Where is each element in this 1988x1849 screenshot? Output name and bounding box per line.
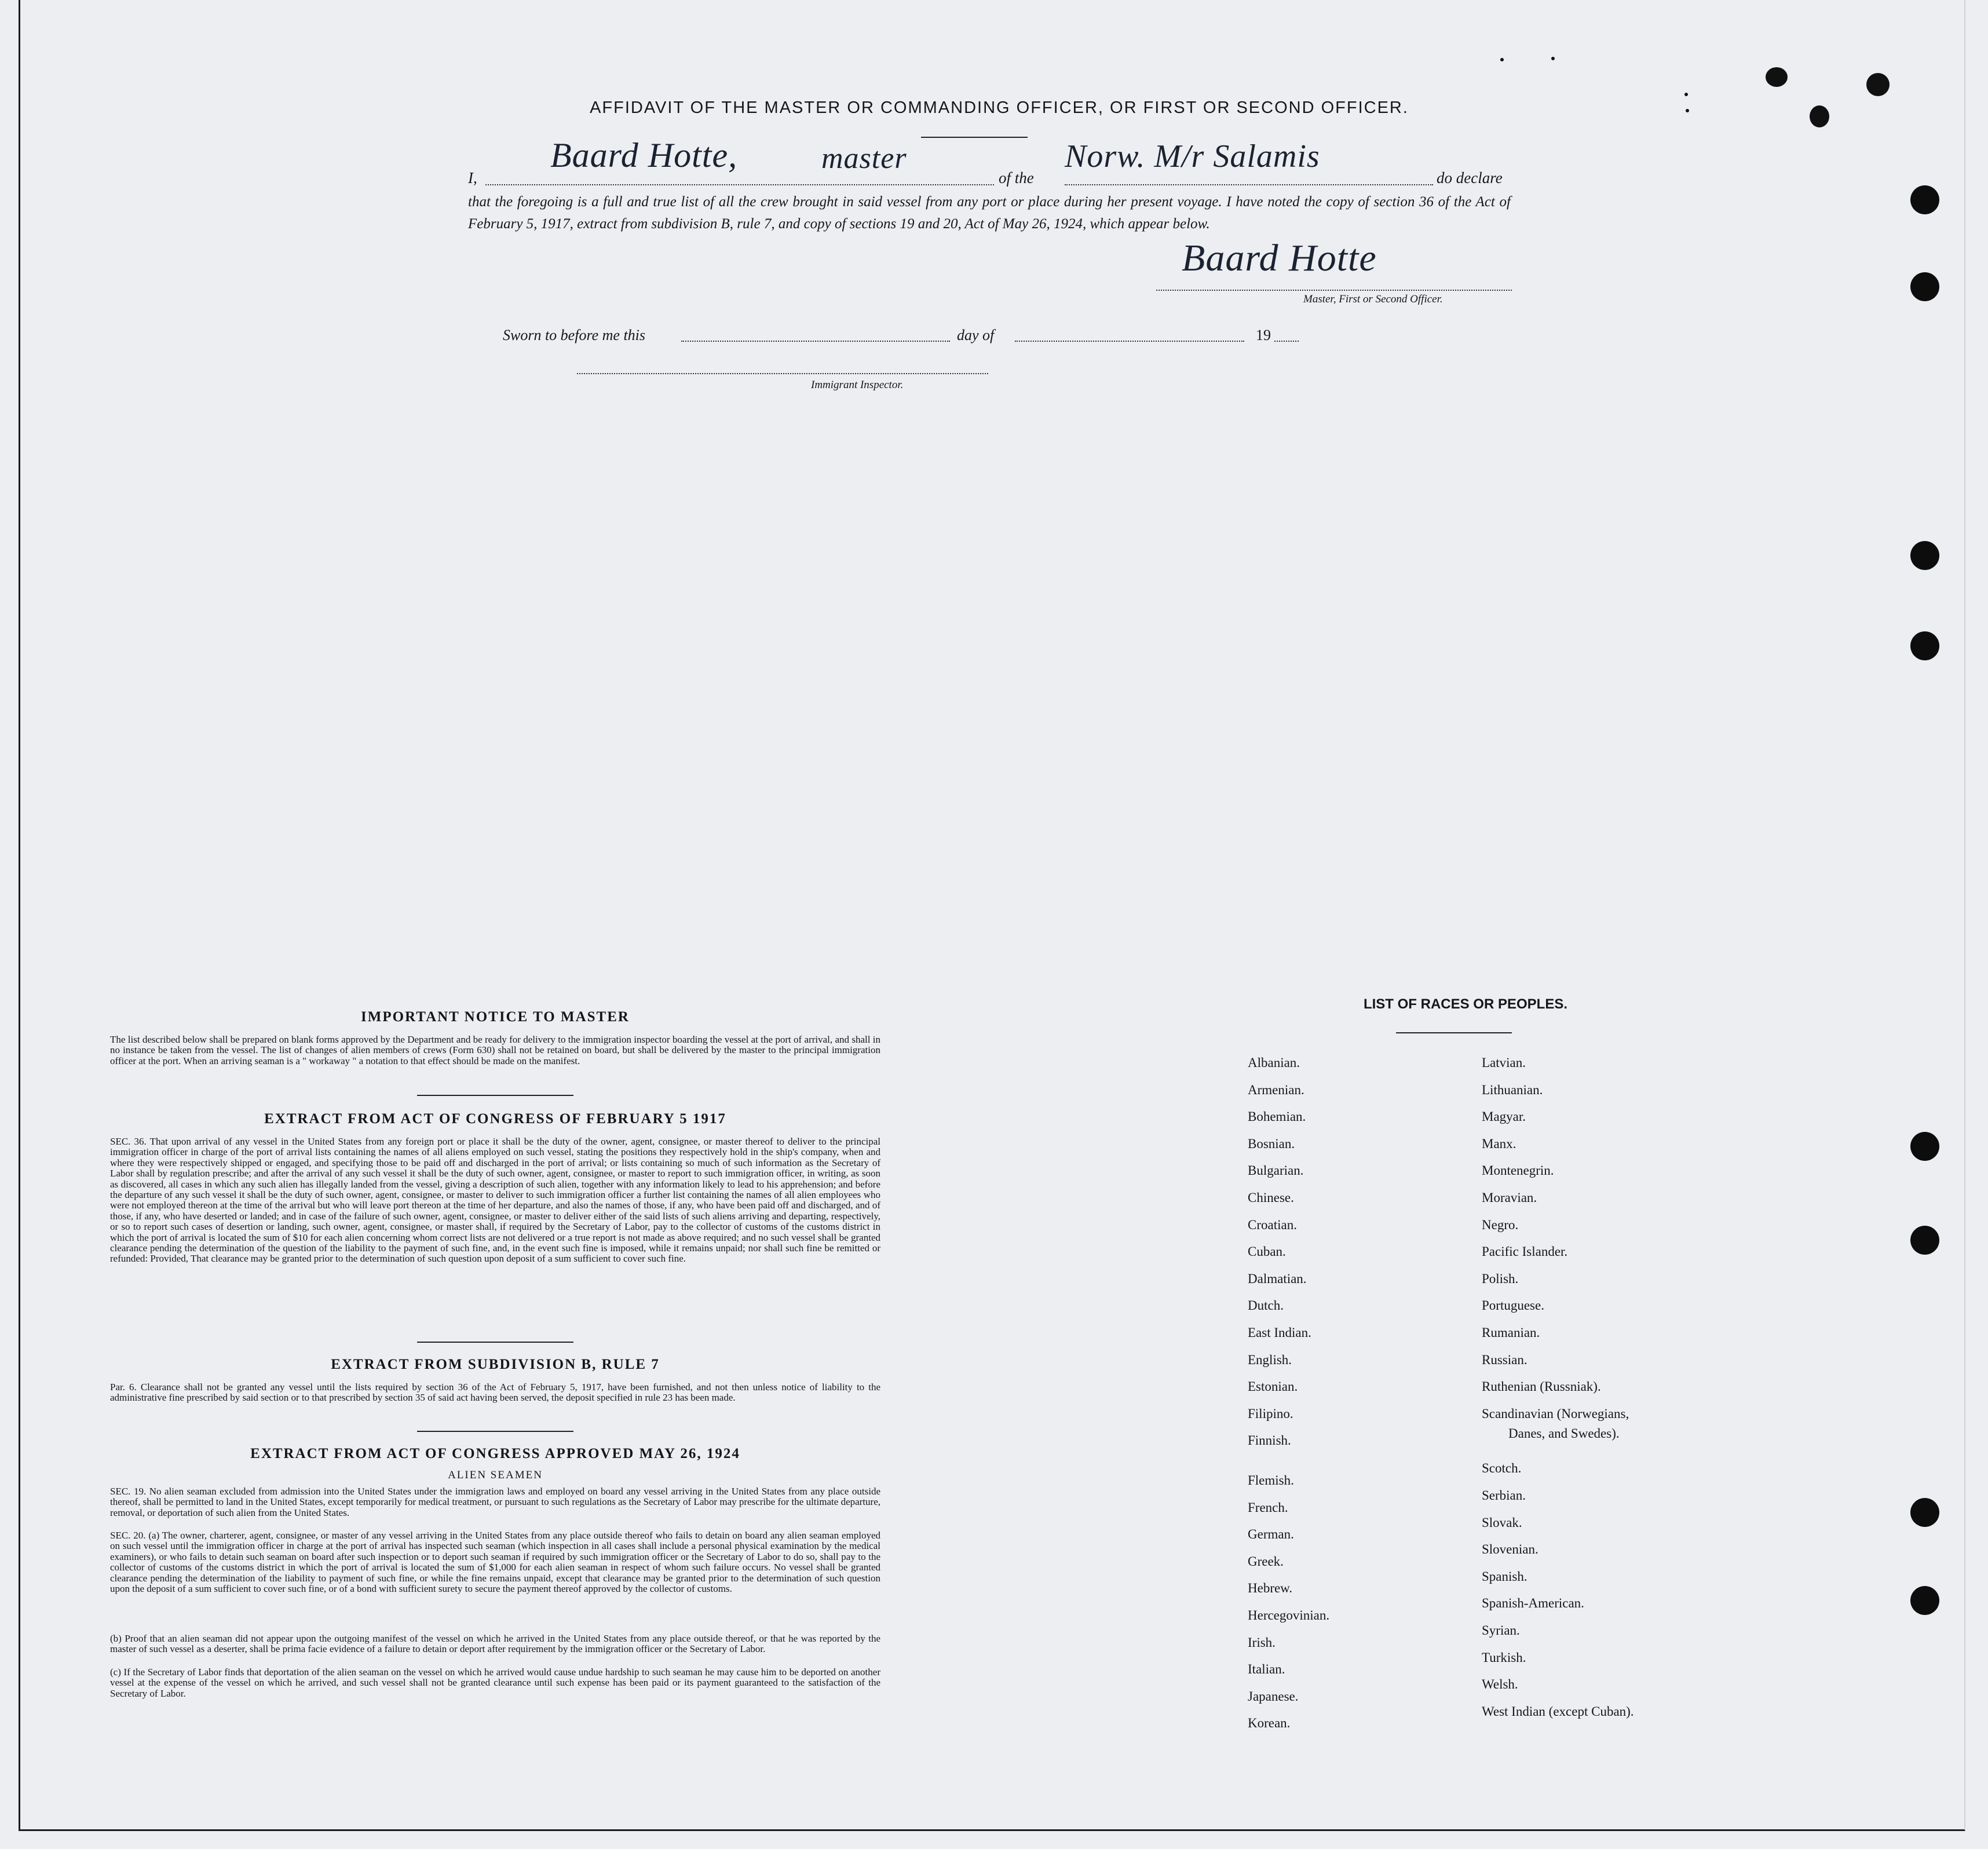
race-item: Albanian. (1248, 1055, 1300, 1070)
race-item: Scotch. (1482, 1461, 1522, 1476)
race-item: Hebrew. (1248, 1581, 1293, 1596)
binder-hole (1910, 541, 1939, 570)
extract1-divider (417, 1342, 573, 1343)
race-item: Croatian. (1248, 1217, 1297, 1232)
binder-hole (1910, 1132, 1939, 1161)
binder-hole (1910, 272, 1939, 301)
scan-speck (1500, 58, 1504, 61)
sec20c-text: (c) If the Secretary of Labor finds that deportation of the alien seaman on the vessel on which he arrived would cause undue hardship to such seaman he may cause him to be deported on another vessel at the expense of the vessel on which he arrived, and such vessel shall not be granted clearance until such expense has been paid or its payment guaranteed to the satisfaction of the Secretary of Labor. (110, 1667, 880, 1699)
year-prefix: 19 (1256, 327, 1271, 344)
races-title: LIST OF RACES OR PEOPLES. (1363, 996, 1568, 1012)
extract3-subtitle: ALIEN SEAMEN (448, 1469, 543, 1481)
race-item: Slovenian. (1482, 1542, 1538, 1557)
race-item: Danes, and Swedes). (1508, 1426, 1620, 1441)
race-item: Moravian. (1482, 1190, 1537, 1205)
sworn-day-dotted-line (681, 341, 950, 342)
extract3-title: EXTRACT FROM ACT OF CONGRESS APPROVED MAY 26, 1924 (250, 1446, 740, 1461)
sec19-text: SEC. 19. No alien seaman excluded from admission into the United States under the immigration laws and employed on board any vessel arriving in the United States from any place outside thereof, shall be permitted to land in the United States, except temporarily for medical treatment, or pursuant to such regulations as the Secretary of Labor may prescribe for the ultimate departure, removal, or deportation of such alien from the United States. (110, 1486, 880, 1518)
scan-speck (1551, 57, 1555, 60)
signature-caption: Master, First or Second Officer. (1303, 293, 1443, 305)
inspector-caption: Immigrant Inspector. (811, 379, 904, 391)
race-item: Rumanian. (1482, 1325, 1540, 1340)
race-item: Dutch. (1248, 1298, 1284, 1313)
race-item: Welsh. (1482, 1677, 1518, 1692)
sec20b-text: (b) Proof that an alien seaman did not appear upon the outgoing manifest of the vessel on which he arrived in the United States from any place outside thereof, or that he was reported by the master of such vessel as a deserter, shall be prima facie evidence of a failure to detain or deport after requirement by the immigration officer or the Secretary of Labor. (110, 1633, 880, 1655)
scan-speck (1766, 67, 1788, 87)
race-item: Irish. (1248, 1635, 1276, 1650)
sworn-month-dotted-line (1015, 341, 1244, 342)
sec20a-text: SEC. 20. (a) The owner, charterer, agent, consignee, or master of any vessel arriving in the United States from any place outside thereof who fails to detain on board any alien seaman employed on such vessel until the immigration officer in charge at the port of arrival has inspected such seaman (which inspection in all cases shall include a personal physical examination by the medical examiners), or who fails to detain such seaman on board after such inspection or to deport such seaman if required by such immigration officer or the Secretary of Labor to do so, shall pay to the collector of customs of the customs district in which the port of arrival is located the sum of $1,000 for each alien seaman in respect of whom such failure occurs. No vessel shall be granted clearance pending the determination of the liability to payment of such fine, or while the fine remains unpaid, except that clearance may be granted prior to the determination of such question upon the deposit of a sum sufficient to cover such fine, or of a bond with sufficient surety to secure the payment thereof approved by the collector of customs. (110, 1530, 880, 1595)
race-item: Scandinavian (Norwegians, (1482, 1406, 1629, 1421)
race-item: Spanish-American. (1482, 1596, 1584, 1611)
race-item: German. (1248, 1527, 1294, 1542)
scan-speck (1686, 109, 1689, 112)
race-item: Dalmatian. (1248, 1271, 1307, 1286)
binder-hole (1910, 1226, 1939, 1255)
race-item: Bohemian. (1248, 1109, 1306, 1124)
race-item: Lithuanian. (1482, 1082, 1543, 1097)
day-of-label: day of (957, 327, 995, 344)
race-item: Estonian. (1248, 1379, 1298, 1394)
race-item: Portuguese. (1482, 1298, 1544, 1313)
extract2-title: EXTRACT FROM SUBDIVISION B, RULE 7 (331, 1357, 660, 1372)
extract1-title: EXTRACT FROM ACT OF CONGRESS OF FEBRUARY 5 1917 (264, 1111, 726, 1127)
race-item: Turkish. (1482, 1650, 1526, 1665)
extract1-body: SEC. 36. That upon arrival of any vessel in the United States from any foreign port or place it shall be the duty of the owner, agent, consignee, or master thereof to deliver to the principal immigration officer in charge of the port of arrival lists containing the names of all aliens employed on such vessel, stating the positions they respectively hold in the ship's company, when and where they were respectively shipped or engaged, and specifying those to be paid off and discharged in the port of arrival; or lists containing so much of such information as the Secretary of Labor shall by regulation prescribe; and after the arrival of any such vessel it shall be the duty of such owner, agent, consignee, or master to report to such immigration officer, in writing, as soon as discovered, all cases in which any such alien has illegally landed from the vessel, giving a description of such alien, together with any information likely to lead to his apprehension; and before the departure of any such vessel it shall be the duty of such owner, agent, consignee, or master to deliver to such immigration officer a further list containing the names of all alien employees who were not employed thereon at the time of the arrival but who will leave port thereon at the time of her departure, and also the names of those, if any, who have been paid off and discharged, and of those, if any, who have deserted or landed; and in case of the failure of such owner, agent, consignee, or master to deliver either of the said lists of such aliens arriving and departing, respectively, or so to report such cases of desertion or landing, such owner, agent, consignee, or master shall, if required by the Secretary of Labor, pay to the collector of customs of the customs district in which the port of arrival is located the sum of $10 for each alien concerning whom correct lists are not delivered or a true report is not made as above required; and no such vessel shall be granted clearance pending the determination of the question of the liability to the payment of such fine, and, in the event such fine is imposed, while it remains unpaid; nor shall such fine be remitted or refunded: Provided, That clearance may be granted prior to the determination of such question upon deposit of a sum sufficient to cover such fine. (110, 1136, 880, 1265)
race-item: East Indian. (1248, 1325, 1311, 1340)
affidavit-title: AFFIDAVIT OF THE MASTER OR COMMANDING OFFICER, OR FIRST OR SECOND OFFICER. (590, 98, 1409, 117)
race-item: Greek. (1248, 1554, 1284, 1569)
sworn-line (503, 327, 645, 344)
race-item: Ruthenian (Russniak). (1482, 1379, 1601, 1394)
signature-handwritten: Baard Hotte (1182, 237, 1377, 279)
do-declare-label: do declare (1437, 169, 1503, 187)
race-item: English. (1248, 1352, 1292, 1367)
race-item: Latvian. (1482, 1055, 1526, 1070)
race-item: West Indian (except Cuban). (1482, 1704, 1634, 1719)
signature-dotted-line (1156, 290, 1512, 291)
vessel-dotted-line (1065, 184, 1433, 185)
races-divider (1396, 1032, 1512, 1033)
of-the-label: of the (999, 169, 1034, 187)
race-item: Finnish. (1248, 1433, 1291, 1448)
binder-hole (1910, 1498, 1939, 1527)
scan-speck (1684, 93, 1688, 96)
race-item: Serbian. (1482, 1488, 1526, 1503)
race-item: Bosnian. (1248, 1136, 1295, 1151)
race-item: Polish. (1482, 1271, 1519, 1286)
extract2-body: Par. 6. Clearance shall not be granted any vessel until the lists required by section 36 of the Act of February 5, 1917, have been furnished, and not then unless notice of liability to the administrative fine prescribed by said section or to that prescribed by section 35 of said act having been served, the deposit specified in rule 23 has been made. (110, 1382, 880, 1404)
binder-hole (1910, 631, 1939, 660)
race-item: Japanese. (1248, 1689, 1299, 1704)
race-item: Korean. (1248, 1716, 1291, 1731)
race-item: Filipino. (1248, 1406, 1293, 1421)
name-dotted-line (485, 184, 994, 185)
vessel-handwritten: Norw. M/r Salamis (1065, 138, 1320, 174)
race-item: Montenegrin. (1482, 1163, 1554, 1178)
declaration-text: that the foregoing is a full and true list of all the crew brought in said vessel from any port or place during her present voyage. I have noted the copy of section 36 of the Act of February 5, 1917, extract from subdivision B, rule 7, and copy of sections 19 and 20, Act of May 26, 1924, which appear below. (468, 194, 1511, 232)
inspector-dotted-line (577, 373, 988, 374)
race-item: Cuban. (1248, 1244, 1286, 1259)
race-item: Italian. (1248, 1662, 1285, 1677)
race-item: Syrian. (1482, 1623, 1520, 1638)
scan-speck (1810, 105, 1829, 127)
race-item: Negro. (1482, 1217, 1519, 1232)
title-divider (921, 137, 1028, 138)
sworn-prefix: Sworn to before me this (503, 327, 646, 344)
master-name-handwritten: Baard Hotte, (550, 136, 738, 174)
race-item: Magyar. (1482, 1109, 1526, 1124)
race-item: Bulgarian. (1248, 1163, 1304, 1178)
year-dotted-line (1274, 341, 1299, 342)
race-item: French. (1248, 1500, 1288, 1515)
scan-speck (1866, 73, 1890, 96)
race-item: Slovak. (1482, 1515, 1522, 1530)
binder-hole (1910, 1586, 1939, 1615)
race-item: Hercegovinian. (1248, 1608, 1330, 1623)
notice-body: The list described below shall be prepared on blank forms approved by the Department and be ready for delivery to the immigration inspector boarding the vessel at the port of arrival, and shall in no instance be taken from the vessel. The list of changes of alien members of crews (Form 630) shall not be retained on board, but shall be delivered by the master to the principal immigration officer at the port. When an arriving seaman is a " workaway " a notation to that effect should be made on the manifest. (110, 1034, 880, 1066)
i-label: I, (468, 169, 477, 187)
extract2-divider (417, 1431, 573, 1432)
race-item: Spanish. (1482, 1569, 1527, 1584)
race-item: Armenian. (1248, 1082, 1304, 1097)
notice-divider (417, 1095, 573, 1096)
race-item: Chinese. (1248, 1190, 1294, 1205)
race-item: Russian. (1482, 1352, 1527, 1367)
binder-hole (1910, 185, 1939, 214)
race-item: Manx. (1482, 1136, 1516, 1151)
race-item: Flemish. (1248, 1473, 1294, 1488)
race-item: Pacific Islander. (1482, 1244, 1568, 1259)
master-title-handwritten: master (821, 142, 907, 175)
notice-title: IMPORTANT NOTICE TO MASTER (361, 1009, 630, 1025)
